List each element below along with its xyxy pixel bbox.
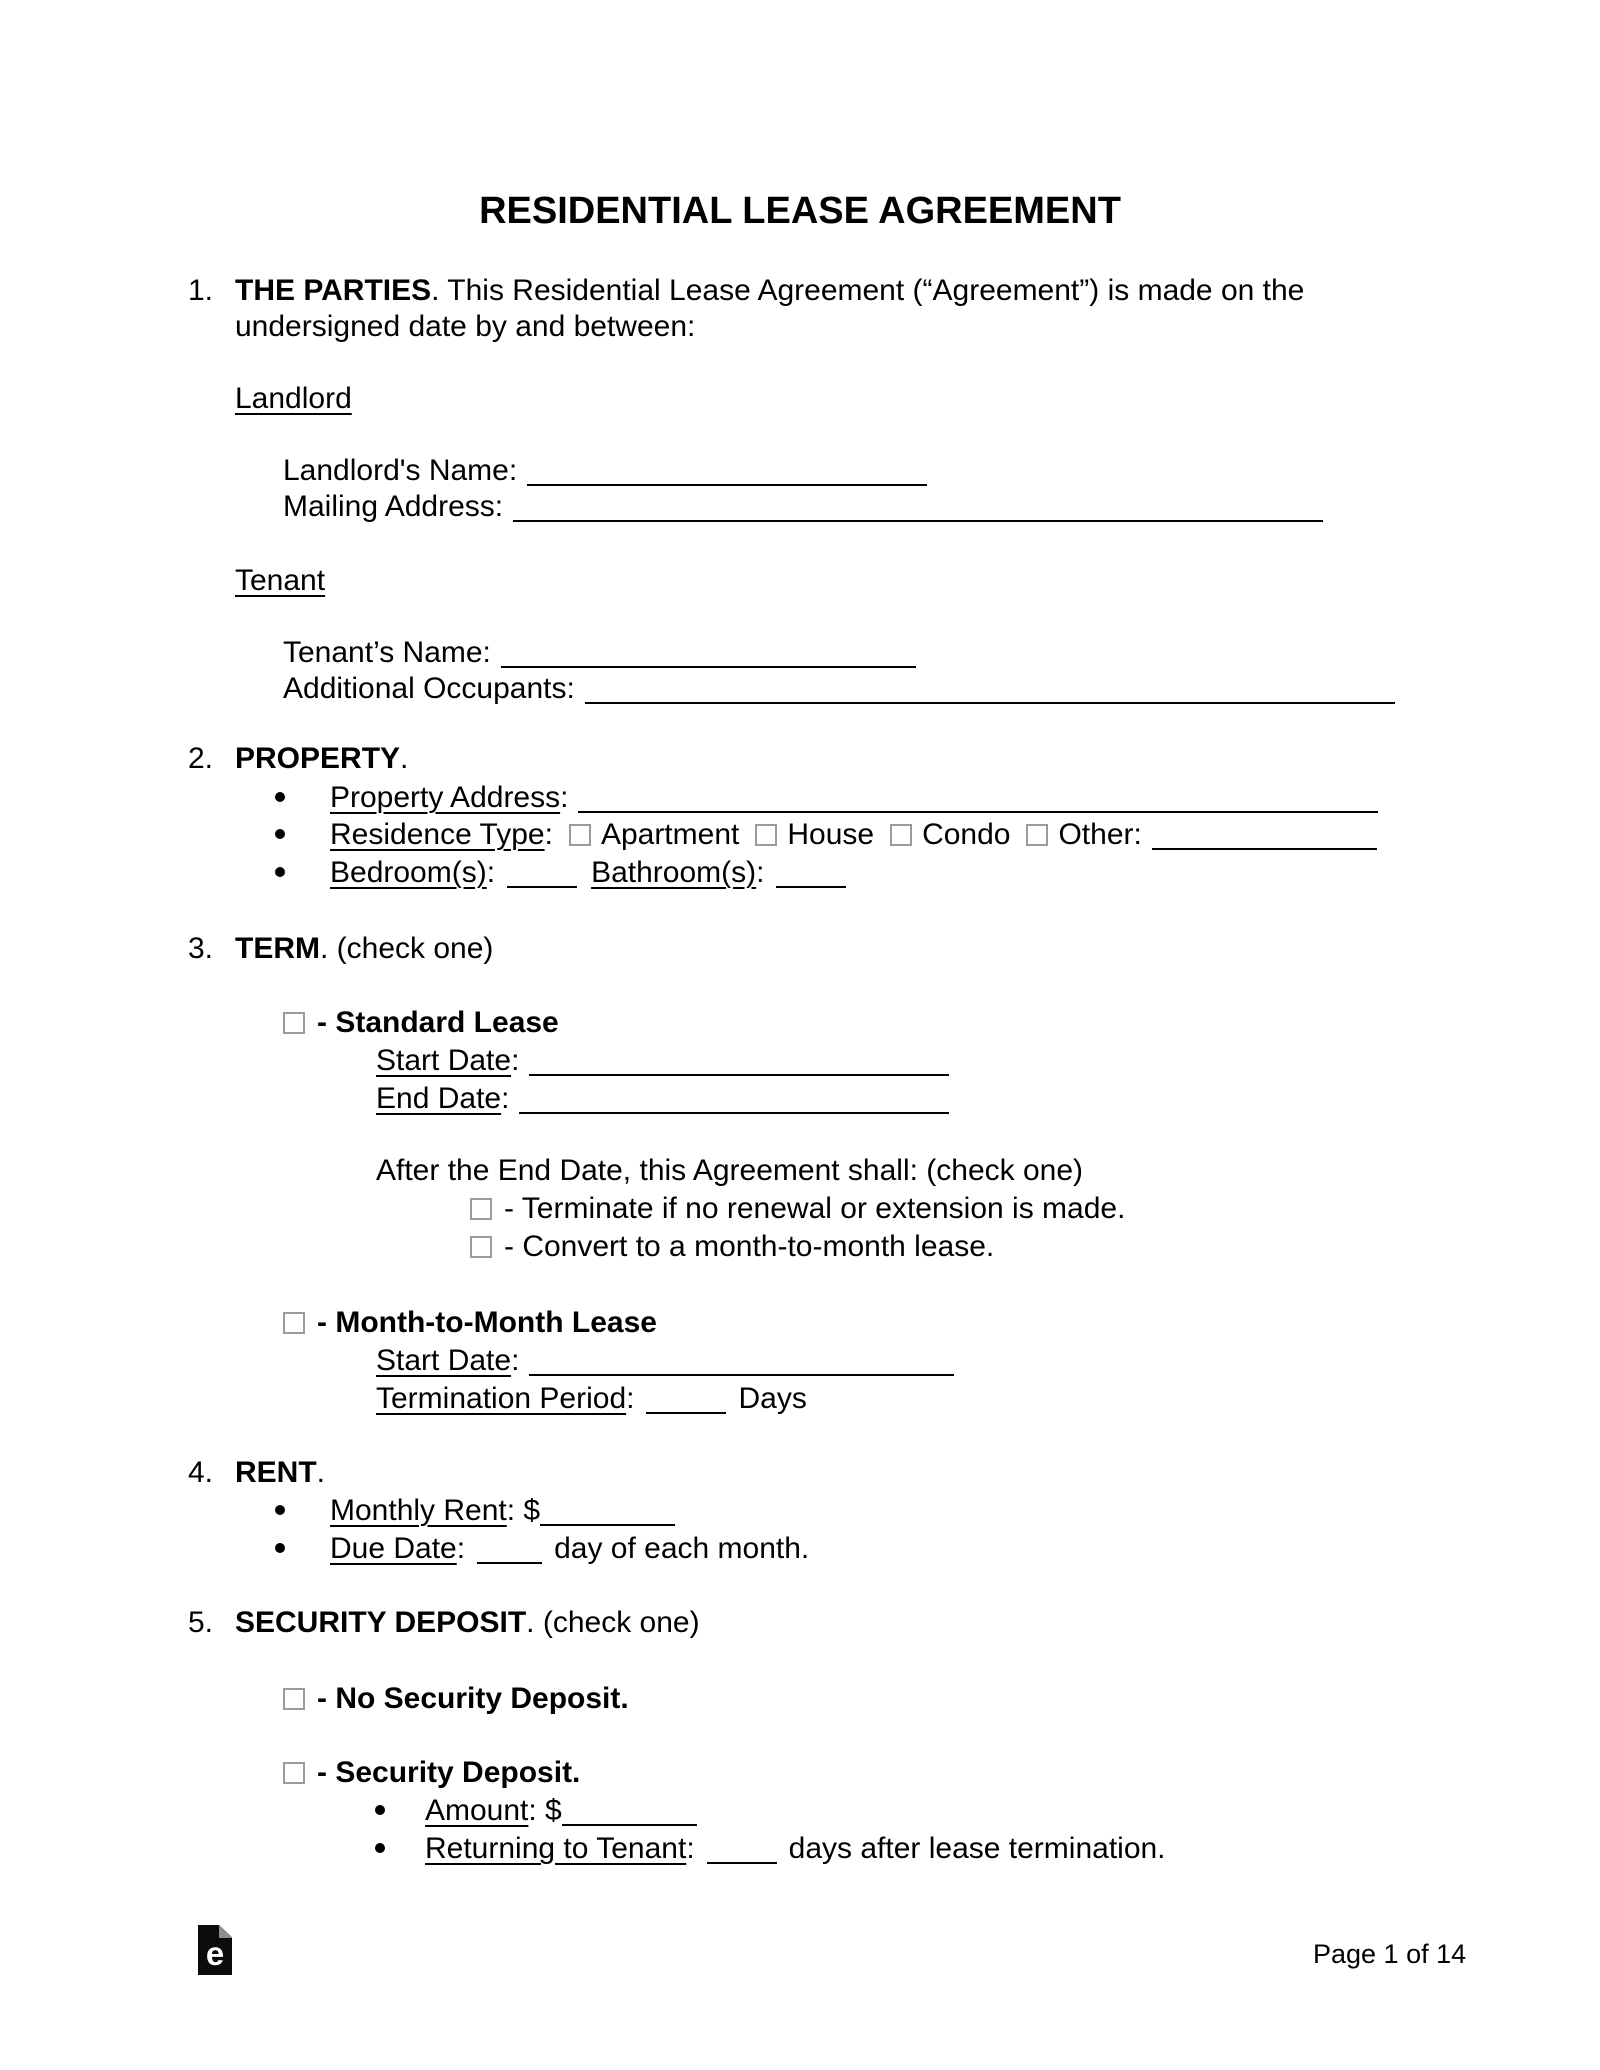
terminate-option-row xyxy=(470,1191,1125,1227)
occupants-row xyxy=(283,671,1395,707)
colon: : xyxy=(560,781,569,814)
tenant-heading xyxy=(235,563,325,599)
due-date-row xyxy=(275,1531,809,1567)
termination-period-field[interactable] xyxy=(646,1382,726,1414)
no-deposit-checkbox[interactable] xyxy=(283,1688,305,1710)
returning-label: Returning to Tenant xyxy=(425,1832,687,1865)
apartment-option-label: Apartment xyxy=(600,818,740,851)
terminate-option-checkbox[interactable] xyxy=(470,1198,492,1220)
tenant-name-row xyxy=(283,635,916,671)
standard-lease-row xyxy=(283,1005,559,1041)
occupants-label: Additional Occupants: xyxy=(283,672,575,705)
convert-option-label: - Convert to a month-to-month lease. xyxy=(504,1230,995,1263)
term-heading-label: TERM xyxy=(235,932,320,965)
bullet-icon xyxy=(275,1543,285,1553)
deposit-heading-label: SECURITY DEPOSIT xyxy=(235,1606,527,1639)
deposit-section-heading xyxy=(188,1605,700,1641)
rent-heading-label: RENT xyxy=(235,1456,317,1489)
bullet-icon xyxy=(275,867,285,877)
due-date-label: Due Date xyxy=(330,1532,457,1565)
term-section-heading xyxy=(188,931,493,967)
logo-letter: e xyxy=(205,1934,225,1972)
mailing-address-label: Mailing Address: xyxy=(283,490,504,523)
colon: : xyxy=(626,1382,635,1415)
mtm-start-date-row xyxy=(376,1343,954,1379)
deposit-row xyxy=(283,1755,580,1791)
document-title: RESIDENTIAL LEASE AGREEMENT xyxy=(479,190,1121,232)
section-number: 3. xyxy=(188,932,214,965)
colon: : xyxy=(756,856,765,889)
rent-section-heading xyxy=(188,1455,325,1491)
returning-suffix: days after lease termination. xyxy=(788,1832,1166,1865)
colon: : xyxy=(511,1344,520,1377)
deposit-amount-field[interactable] xyxy=(562,1794,697,1826)
landlord-name-field[interactable] xyxy=(527,454,927,486)
mtm-start-date-label: Start Date xyxy=(376,1344,512,1377)
parties-paragraph-line-2 xyxy=(235,309,695,345)
month-to-month-checkbox[interactable] xyxy=(283,1312,305,1334)
colon: : xyxy=(544,818,553,851)
dollar-prefix: : $ xyxy=(528,1794,562,1827)
bullet-icon xyxy=(275,792,285,802)
bathrooms-label: Bathroom(s) xyxy=(591,856,757,889)
eforms-logo xyxy=(198,1925,232,1975)
bullet-icon xyxy=(375,1805,385,1815)
residence-type-label: Residence Type xyxy=(330,818,545,851)
month-to-month-label: - Month-to-Month Lease xyxy=(317,1306,657,1339)
bedrooms-bathrooms-row xyxy=(275,855,846,891)
property-address-field[interactable] xyxy=(578,781,1378,813)
start-date-label: Start Date xyxy=(376,1044,512,1077)
deposit-checkbox[interactable] xyxy=(283,1762,305,1784)
occupants-field[interactable] xyxy=(585,672,1395,704)
deposit-heading-note: . (check one) xyxy=(526,1606,700,1639)
deposit-return-field[interactable] xyxy=(707,1832,777,1864)
after-end-date-label: After the End Date, this Agreement shall: (check one) xyxy=(376,1154,1084,1187)
property-section-heading xyxy=(188,741,408,777)
term-heading-note: . (check one) xyxy=(320,932,494,965)
no-deposit-row xyxy=(283,1681,629,1717)
terminate-option-label: - Terminate if no renewal or extension is made. xyxy=(504,1192,1126,1225)
parties-text-continued: undersigned date by and between: xyxy=(235,310,696,343)
property-heading-label: PROPERTY xyxy=(235,742,401,775)
mtm-start-date-field[interactable] xyxy=(529,1344,954,1376)
apartment-checkbox[interactable] xyxy=(569,824,591,846)
termination-period-row xyxy=(376,1381,807,1417)
section-number: 4. xyxy=(188,1456,214,1489)
bathrooms-field[interactable] xyxy=(776,856,846,888)
due-date-suffix: day of each month. xyxy=(554,1532,810,1565)
standard-lease-checkbox[interactable] xyxy=(283,1012,305,1034)
other-residence-field[interactable] xyxy=(1152,818,1377,850)
deposit-return-row xyxy=(375,1831,1166,1867)
end-date-label: End Date xyxy=(376,1082,502,1115)
monthly-rent-label: Monthly Rent xyxy=(330,1494,507,1527)
mailing-address-field[interactable] xyxy=(513,490,1323,522)
landlord-name-row xyxy=(283,453,927,489)
standard-lease-label: - Standard Lease xyxy=(317,1006,559,1039)
no-deposit-label: - No Security Deposit. xyxy=(317,1682,629,1715)
standard-end-date-row xyxy=(376,1081,949,1117)
after-end-date-text xyxy=(376,1153,1083,1189)
condo-option-label: Condo xyxy=(922,818,1011,851)
bullet-icon xyxy=(375,1843,385,1853)
landlord-heading xyxy=(235,381,352,417)
mailing-address-row xyxy=(283,489,1323,525)
end-date-field[interactable] xyxy=(519,1082,949,1114)
due-date-field[interactable] xyxy=(477,1532,542,1564)
amount-label: Amount xyxy=(425,1794,529,1827)
month-to-month-row xyxy=(283,1305,657,1341)
deposit-amount-row xyxy=(375,1793,697,1829)
convert-option-checkbox[interactable] xyxy=(470,1236,492,1258)
other-checkbox[interactable] xyxy=(1026,824,1048,846)
section-number: 2. xyxy=(188,742,214,775)
landlord-heading-label: Landlord xyxy=(235,382,352,415)
colon: : xyxy=(511,1044,520,1077)
colon: : xyxy=(486,856,496,889)
house-checkbox[interactable] xyxy=(755,824,777,846)
days-suffix-label: Days xyxy=(738,1382,807,1415)
rent-heading-period: . xyxy=(316,1456,326,1489)
monthly-rent-row xyxy=(275,1493,675,1529)
tenant-heading-label: Tenant xyxy=(235,564,326,597)
deposit-label: - Security Deposit. xyxy=(317,1756,581,1789)
parties-text: . This Residential Lease Agreement (“Agreement”) is made on the xyxy=(431,274,1305,307)
condo-checkbox[interactable] xyxy=(890,824,912,846)
start-date-field[interactable] xyxy=(529,1044,949,1076)
property-address-label: Property Address xyxy=(330,781,561,814)
parties-paragraph-line-1 xyxy=(188,273,1304,309)
section-number: 1. xyxy=(188,274,214,307)
landlord-name-label: Landlord's Name: xyxy=(283,454,518,487)
colon: : xyxy=(686,1832,695,1865)
tenant-name-label: Tenant’s Name: xyxy=(283,636,491,669)
standard-start-date-row xyxy=(376,1043,949,1079)
colon: : xyxy=(456,1532,466,1565)
convert-option-row xyxy=(470,1229,994,1265)
bullet-icon xyxy=(275,1505,285,1515)
section-number: 5. xyxy=(188,1606,214,1639)
bedrooms-field[interactable] xyxy=(507,856,577,888)
other-option-label: Other: xyxy=(1058,818,1142,851)
dollar-prefix: : $ xyxy=(506,1494,541,1527)
monthly-rent-field[interactable] xyxy=(540,1494,675,1526)
house-option-label: House xyxy=(787,818,875,851)
property-address-row xyxy=(275,780,1378,816)
residence-type-row xyxy=(275,817,1377,853)
termination-period-label: Termination Period xyxy=(376,1382,627,1415)
bedrooms-label: Bedroom(s) xyxy=(330,856,487,889)
colon: : xyxy=(501,1082,510,1115)
page-number: Page 1 of 14 xyxy=(1313,1939,1467,1969)
tenant-name-field[interactable] xyxy=(501,636,916,668)
bullet-icon xyxy=(275,829,285,839)
parties-heading: THE PARTIES xyxy=(235,274,432,307)
property-heading-period: . xyxy=(400,742,409,775)
